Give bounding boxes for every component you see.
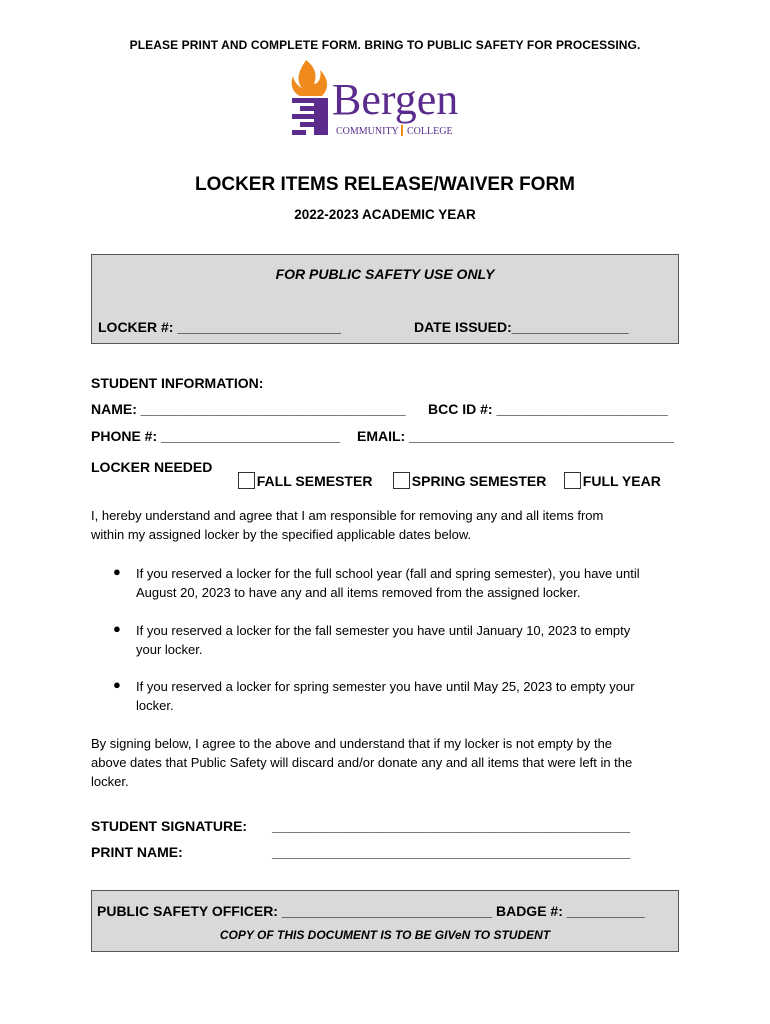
print-name-field[interactable]: ______________________________________________ bbox=[272, 844, 631, 860]
agreement-line-2: within my assigned locker by the specified applicable dates below. bbox=[91, 527, 472, 542]
bullet-icon: ● bbox=[113, 677, 121, 692]
top-instruction: PLEASE PRINT AND COMPLETE FORM. BRING TO PUBLIC SAFETY FOR PROCESSING. bbox=[129, 38, 641, 52]
form-subtitle: 2022-2023 ACADEMIC YEAR bbox=[294, 207, 476, 222]
full-year-option[interactable] bbox=[556, 456, 661, 489]
logo-wordmark: Bergen bbox=[332, 75, 459, 124]
phone-field[interactable]: PHONE #: _______________________ bbox=[91, 428, 341, 444]
email-field[interactable]: EMAIL: __________________________________ bbox=[357, 428, 674, 444]
public-safety-heading: FOR PUBLIC SAFETY USE ONLY bbox=[275, 266, 495, 282]
copy-note: COPY OF THIS DOCUMENT IS TO BE GIVeN TO STUDENT bbox=[219, 928, 551, 942]
print-name-label: PRINT NAME: bbox=[91, 844, 183, 860]
logo-sub-right: COLLEGE bbox=[407, 126, 453, 137]
fall-semester-label: FALL SEMESTER bbox=[256, 473, 373, 489]
full-year-checkbox[interactable] bbox=[564, 472, 581, 489]
bcc-id-field[interactable]: BCC ID #: ______________________ bbox=[428, 401, 668, 417]
name-field[interactable]: NAME: __________________________________ bbox=[91, 401, 406, 417]
student-info-heading: STUDENT INFORMATION: bbox=[91, 375, 264, 391]
bullet-icon: ● bbox=[113, 564, 121, 579]
agreement-line-1: I, hereby understand and agree that I am responsible for removing any and all items from bbox=[91, 508, 604, 523]
signing-line-1: By signing below, I agree to the above and understand that if my locker is not empty by the bbox=[91, 736, 613, 751]
fall-semester-checkbox[interactable] bbox=[238, 472, 255, 489]
form-title: LOCKER ITEMS RELEASE/WAIVER FORM bbox=[194, 174, 576, 195]
signing-line-3: locker. bbox=[91, 774, 129, 789]
public-safety-box bbox=[91, 254, 679, 344]
fall-semester-option[interactable] bbox=[230, 456, 372, 489]
bullet-1-line-1: If you reserved a locker for the full school year (fall and spring semester), you have until bbox=[136, 566, 640, 581]
bullet-3-line-2: locker. bbox=[136, 698, 174, 713]
spring-semester-option[interactable] bbox=[385, 456, 546, 489]
full-year-label: FULL YEAR bbox=[582, 473, 661, 489]
bullet-icon: ● bbox=[113, 621, 121, 636]
signing-line-2: above dates that Public Safety will discard and/or donate any and all items that were left in the bbox=[91, 755, 633, 770]
torch-logo-icon bbox=[288, 58, 488, 142]
bullet-1-line-2: August 20, 2023 to have any and all items removed from the assigned locker. bbox=[136, 585, 581, 600]
bergen-logo bbox=[288, 58, 488, 142]
bullet-2-line-1: If you reserved a locker for the fall semester you have until January 10, 2023 to empty bbox=[136, 623, 631, 638]
bullet-2-line-2: your locker. bbox=[136, 642, 203, 657]
locker-needed-label: LOCKER NEEDED bbox=[91, 459, 213, 475]
locker-number-field[interactable]: LOCKER #: _____________________ bbox=[98, 319, 341, 335]
student-signature-field[interactable]: ______________________________________________ bbox=[272, 818, 631, 834]
date-issued-field[interactable]: DATE ISSUED:_______________ bbox=[414, 319, 629, 335]
logo-sub-left: COMMUNITY bbox=[336, 126, 399, 137]
officer-box bbox=[91, 890, 679, 952]
bullet-3-line-1: If you reserved a locker for spring semester you have until May 25, 2023 to empty your bbox=[136, 679, 635, 694]
officer-badge-field[interactable]: PUBLIC SAFETY OFFICER: ___________________________ BADGE #: __________ bbox=[97, 903, 645, 919]
spring-semester-checkbox[interactable] bbox=[393, 472, 410, 489]
student-signature-label: STUDENT SIGNATURE: bbox=[91, 818, 248, 834]
spring-semester-label: SPRING SEMESTER bbox=[411, 473, 547, 489]
